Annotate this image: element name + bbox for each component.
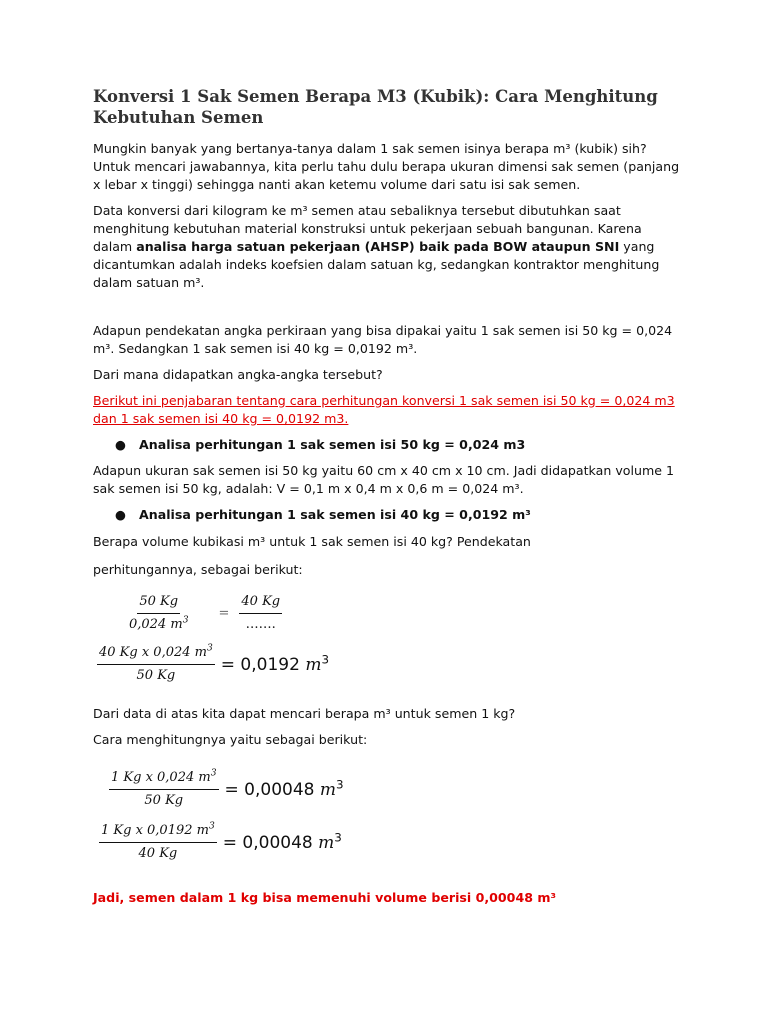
fraction-40kg-per-kg (99, 822, 217, 863)
context-text-before: Data konversi dari kilogram ke m³ semen atau sebaliknya tersebut dibutuhkan saat menghitung kebutuhan material konstruksi untuk pekerjaan sebuah bangunan. Karena dalam (93, 203, 642, 254)
conclusion-text: Jadi, semen dalam 1 kg bisa memenuhi volume berisi 0,00048 m³ (93, 890, 556, 905)
conversion-context-paragraph (93, 202, 683, 292)
bullet-label-50kg: Analisa perhitungan 1 sak semen isi 50 kg = 0,024 m3 (139, 437, 526, 452)
fraction-denominator: 0,024 $m^3$ (129, 615, 189, 632)
equation-40kg-volume (97, 644, 683, 685)
volume-question-paragraph: Berapa volume kubikasi m³ untuk 1 sak semen isi 40 kg? Pendekatan (93, 534, 531, 549)
fraction-50kg-per-kg (109, 769, 219, 810)
bullet-label-40kg: Analisa perhitungan 1 sak semen isi 40 kg = 0,0192 m³ (139, 507, 531, 522)
bullet-icon: ● (115, 507, 126, 522)
bullet-item-50kg (93, 436, 683, 454)
equals-sign: = (218, 605, 230, 621)
ahsp-bold-text: analisa harga satuan pekerjaan (AHSP) baik pada BOW ataupun SNI (136, 239, 620, 254)
bullet-icon: ● (115, 437, 126, 452)
fraction-denominator: 50 Kg (136, 668, 176, 683)
question-paragraph: Dari mana didapatkan angka-angka tersebut? (93, 367, 383, 382)
per-kg-question-paragraph: Dari data di atas kita dapat mencari berapa m³ untuk semen 1 kg? (93, 706, 516, 721)
equation-50kg-per-kg (109, 769, 683, 810)
context-text-after: yang dicantumkan adalah indeks koefsien dalam satuan kg, sedangkan kontraktor menghitung dalam satuan m³. (93, 239, 660, 290)
fraction-denominator: ……. (245, 617, 276, 632)
dimension-paragraph: Adapun ukuran sak semen isi 50 kg yaitu 60 cm x 40 cm x 10 cm. Jadi didapatkan volume 1 sak semen isi 50 kg, adalah: V = 0,1 m x 0,4 m x 0,6 m = 0,024 m³. (93, 463, 674, 496)
page-title: Konversi 1 Sak Semen Berapa M3 (Kubik): Cara Menghitung Kebutuhan Semen (93, 87, 658, 127)
fraction-numerator: 40 Kg (239, 593, 282, 614)
fraction-40kg-volume (97, 644, 215, 685)
fraction-numerator: 50 Kg (137, 593, 180, 614)
approach-paragraph: perhitungannya, sebagai berikut: (93, 562, 303, 577)
equation-result: = 0,0192 $m^3$ (220, 651, 330, 675)
fraction-denominator: 40 Kg (138, 846, 178, 861)
intro-paragraph: Mungkin banyak yang bertanya-tanya dalam 1 sak semen isinya berapa m³ (kubik) sih? Untuk mencari jawabannya, kita perlu tahu dulu berapa ukuran dimensi sak semen (panjang x lebar x tinggi) sehingga nanti akan ketemu volume dari satu isi sak semen. (93, 141, 680, 192)
equation-result: = 0,00048 $m^3$ (224, 776, 344, 800)
fraction-50kg (127, 593, 190, 634)
fraction-denominator: 50 Kg (144, 793, 184, 808)
document-page (93, 86, 683, 907)
equation-proportion (127, 593, 683, 634)
bullet-item-40kg (93, 506, 683, 524)
fraction-numerator: 1 Kg x 0,024 $m^3$ (109, 769, 219, 790)
explanation-link[interactable]: Berikut ini penjabaran tentang cara perhitungan konversi 1 sak semen isi 50 kg = 0,024 m3 dan 1 sak semen isi 40 kg = 0,0192 m3. (93, 393, 675, 426)
fraction-numerator: 1 Kg x 0,0192 $m^3$ (99, 822, 217, 843)
fraction-40kg (239, 593, 282, 634)
estimate-paragraph: Adapun pendekatan angka perkiraan yang bisa dipakai yaitu 1 sak semen isi 50 kg = 0,024 m³. Sedangkan 1 sak semen isi 40 kg = 0,0192 m³. (93, 323, 673, 356)
calculation-intro-paragraph: Cara menghitungnya yaitu sebagai berikut: (93, 732, 368, 747)
equation-40kg-per-kg (99, 822, 683, 863)
fraction-numerator: 40 Kg x 0,024 $m^3$ (97, 644, 215, 665)
equation-result: = 0,00048 $m^3$ (222, 829, 342, 853)
